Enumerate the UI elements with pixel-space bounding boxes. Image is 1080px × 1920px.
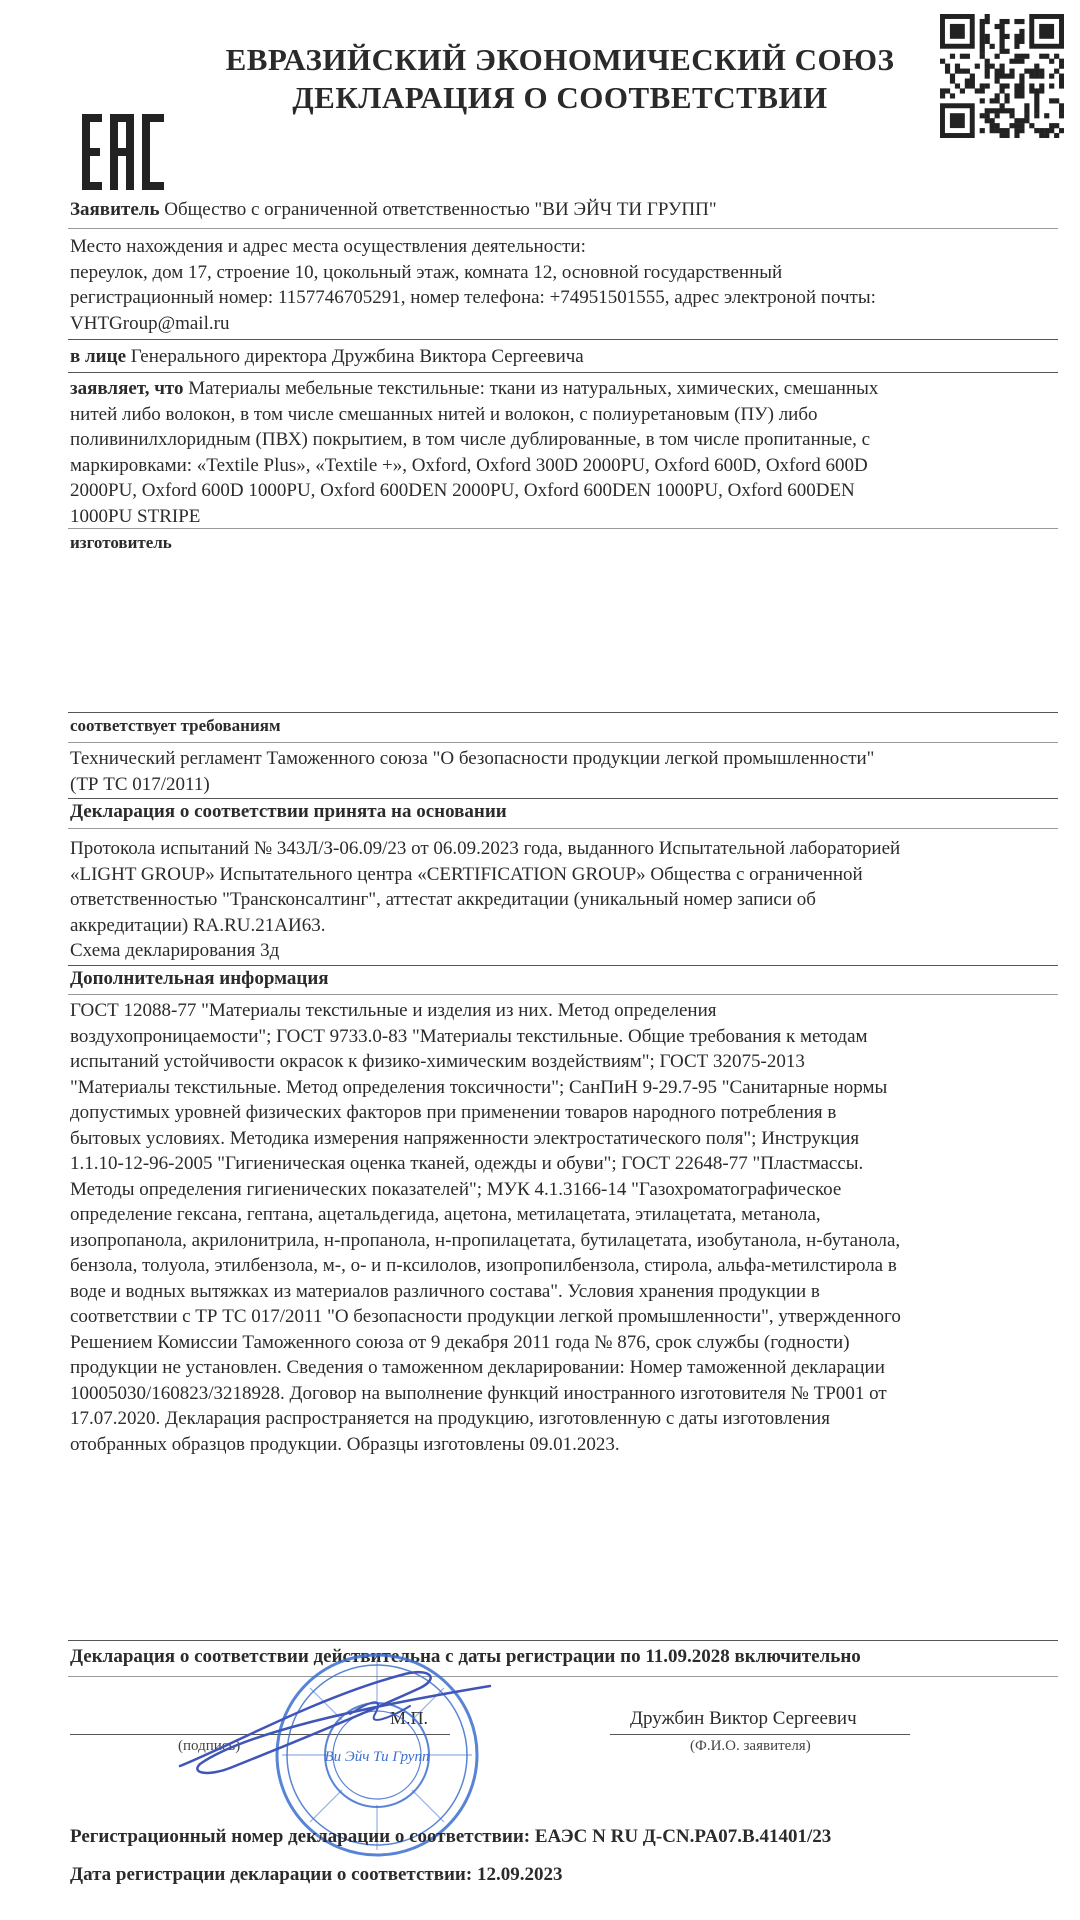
additional-info-line: соответствии с ТР ТС 017/2011 "О безопасности продукции легкой промышленности", утвержденного [70, 1306, 901, 1327]
complies-line: Технический регламент Таможенного союза "О безопасности продукции легкой промышленности" [70, 748, 875, 769]
additional-info-line: ГОСТ 12088-77 "Материалы текстильные и изделия из них. Метод определения [70, 1000, 717, 1021]
divider [68, 994, 1058, 995]
basis-line: аккредитации) RA.RU.21АИ63. [70, 914, 326, 936]
manufacturer-label: изготовитель [70, 533, 172, 552]
divider [68, 712, 1058, 713]
additional-info-line: испытаний устойчивости окрасок к физико-химическим воздействиям"; ГОСТ 32075-2013 [70, 1051, 805, 1072]
registration-date: Дата регистрации декларации о соответствии: 12.09.2023 [70, 1864, 563, 1885]
additional-info-line: воздухопроницаемости"; ГОСТ 9733.0-83 "Материалы текстильные. Общие требования к методам [70, 1025, 868, 1047]
represented-by-value: Генерального директора Дружбина Виктора Сергеевича [126, 346, 584, 367]
basis-line: Протокола испытаний № 343Л/З-06.09/23 от 06.09.2023 года, выданного Испытательной лабораторией [70, 838, 901, 859]
address-line: регистрационный номер: 1157746705291, номер телефона: +74951501555, адрес электроной почты: [70, 287, 876, 308]
basis-block [70, 836, 1060, 964]
handwritten-signature [170, 1656, 500, 1786]
declares-label: заявляет, что [70, 378, 184, 399]
divider [68, 742, 1058, 743]
declares-block [70, 376, 1060, 529]
applicant-value: Общество с ограниченной ответственностью "ВИ ЭЙЧ ТИ ГРУПП" [159, 199, 717, 220]
address-email: VHTGroup@mail.ru [70, 312, 230, 334]
name-line [610, 1734, 910, 1735]
declares-line: 2000PU, Oxford 600D 1000PU, Oxford 600DEN 2000PU, Oxford 600DEN 1000PU, Oxford 600DEN [70, 480, 855, 501]
divider [68, 228, 1058, 229]
divider [68, 798, 1058, 799]
basis-scheme: Схема декларирования 3д [70, 940, 280, 961]
additional-info-line: продукции не установлен. Сведения о таможенном декларировании: Номер таможенной декларации [70, 1357, 885, 1378]
stamp-text: Ви Эйч Ти Групп [324, 1749, 430, 1765]
additional-info-line: бензола, толуола, этилбензола, м-, о- и п-ксилолов, изопропилбензола, стирола, альфа-метилстирола в [70, 1255, 897, 1276]
additional-info-line: 17.07.2020. Декларация распространяется на продукцию, изготовленную с даты изготовления [70, 1408, 830, 1429]
additional-info-block [70, 998, 1060, 1457]
additional-info-line: отобранных образцов продукции. Образцы изготовлены 09.01.2023. [70, 1433, 620, 1455]
basis-line: «LIGHT GROUP» Испытательного центра «CERTIFICATION GROUP» Общества с ограниченной [70, 863, 863, 885]
validity-statement: Декларация о соответствии действительна с даты регистрации по 11.09.2028 включительно [70, 1646, 861, 1667]
declares-line: нитей либо волокон, в том числе смешанных нитей и волокон, с полиуретановым (ПУ) либо [70, 403, 818, 425]
address-line: переулок, дом 17, строение 10, цокольный этаж, комната 12, основной государственный [70, 261, 783, 283]
additional-info-line: Решением Комиссии Таможенного союза от 9 декабря 2011 года № 876, срок службы (годности) [70, 1331, 850, 1353]
applicant-name: Дружбин Виктор Сергеевич [630, 1708, 857, 1729]
complies-label: соответствует требованиям [70, 716, 281, 735]
address-block [70, 234, 1060, 336]
additional-info-line: воде и водных вытяжках из материалов различного состава". Условия хранения продукции в [70, 1280, 820, 1302]
divider [68, 828, 1058, 829]
additional-info-line: бытовых условиях. Методика измерения напряженности электростатического поля"; Инструкция [70, 1127, 860, 1149]
represented-by-line [70, 344, 1060, 370]
additional-info-line: определение гексана, гептана, ацетальдегида, ацетона, метилацетата, этилацетата, метанола, [70, 1204, 821, 1225]
additional-info-line: Методы определения гигиенических показателей"; МУК 4.1.3166-14 "Газохроматографическое [70, 1178, 842, 1200]
document-title-union: ЕВРАЗИЙСКИЙ ЭКОНОМИЧЕСКИЙ СОЮЗ [225, 42, 895, 77]
name-caption: (Ф.И.О. заявителя) [690, 1738, 811, 1754]
address-label: Место нахождения и адрес места осуществления деятельности: [70, 236, 586, 257]
additional-info-line: 10005030/160823/3218928. Договор на выполнение функций иностранного изготовителя № ТР001 от [70, 1382, 887, 1404]
additional-info-label: Дополнительная информация [70, 968, 329, 989]
applicant-line [70, 197, 1060, 223]
divider [68, 965, 1058, 966]
additional-info-line: "Материалы текстильные. Метод определения токсичности"; СанПиН 9-29.7-95 "Санитарные нормы [70, 1076, 888, 1098]
applicant-label: Заявитель [70, 199, 160, 220]
basis-label: Декларация о соответствии принята на основании [70, 801, 507, 822]
additional-info-line: изопропанола, акрилонитрила, н-пропанола, н-пропилацетата, бутилацетата, изобутанола, н-бутанола, [70, 1229, 901, 1251]
divider [68, 1640, 1058, 1641]
additional-info-line: 1.1.10-12-96-2005 "Гигиеническая оценка тканей, одежды и обуви"; ГОСТ 22648-77 "Пластмассы. [70, 1153, 864, 1174]
declares-line: Материалы мебельные текстильные: ткани из натуральных, химических, смешанных [183, 378, 879, 399]
qr-code-icon [940, 14, 1064, 138]
divider [68, 339, 1058, 340]
divider [68, 372, 1058, 373]
eac-logo-icon [80, 112, 166, 192]
declares-line: маркировками: «Textile Plus», «Textile +», Oxford, Oxford 300D 2000PU, Oxford 600D, Oxford 600D [70, 454, 868, 476]
declares-line: поливинилхлоридным (ПВХ) покрытием, в том числе дублированные, в том числе пропитанные, с [70, 429, 871, 450]
divider [68, 528, 1058, 529]
declares-line: 1000PU STRIPE [70, 505, 201, 527]
basis-line: ответственностью "Трансконсалтинг", аттестат аккредитации (уникальный номер записи об [70, 889, 816, 910]
registration-number: Регистрационный номер декларации о соответствии: ЕАЭС N RU Д-CN.PA07.B.41401/23 [70, 1826, 832, 1847]
additional-info-line: допустимых уровней физических факторов при применении товаров народного потребления в [70, 1102, 837, 1123]
complies-block [70, 746, 1060, 797]
document-title-declaration: ДЕКЛАРАЦИЯ О СООТВЕТСТВИИ [292, 80, 828, 115]
complies-line: (ТР ТС 017/2011) [70, 773, 210, 795]
seal-mark: М.П. [390, 1708, 429, 1728]
represented-by-label: в лице [70, 346, 126, 367]
signature-caption: (подпись) [178, 1738, 241, 1754]
